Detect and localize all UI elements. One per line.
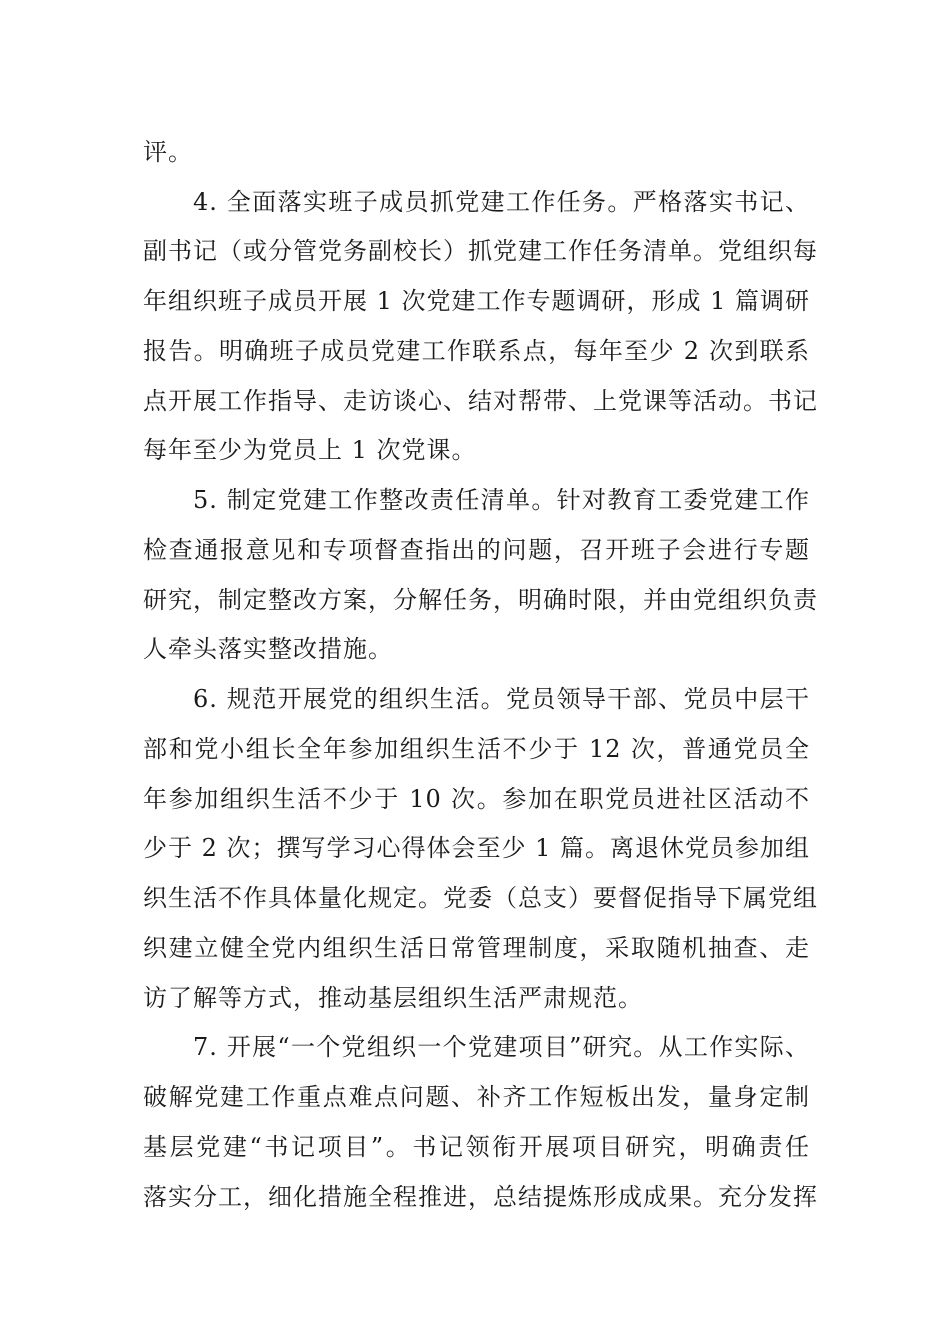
text-line: 落实分工，细化措施全程推进，总结提炼形成成果。充分发挥 — [143, 1183, 818, 1211]
text-line: 破解党建工作重点难点问题、补齐工作短板出发，量身定制 — [143, 1083, 810, 1111]
text-line: 点开展工作指导、走访谈心、结对帮带、上党课等活动。书记 — [143, 387, 818, 415]
text-line: 年参加组织生活不少于 10 次。参加在职党员进社区活动不 — [143, 785, 810, 813]
text-line: 报告。明确班子成员党建工作联系点，每年至少 2 次到联系 — [143, 337, 810, 365]
text-line: 人牵头落实整改措施。 — [143, 635, 393, 663]
text-line: 少于 2 次；撰写学习心得体会至少 1 篇。离退休党员参加组 — [143, 834, 811, 862]
text-line: 织建立健全党内组织生活日常管理制度，采取随机抽查、走 — [143, 934, 810, 962]
text-line: 检查通报意见和专项督查指出的问题，召开班子会进行专题 — [143, 536, 810, 564]
text-line: 研究，制定整改方案，分解任务，明确时限，并由党组织负责 — [143, 586, 818, 614]
text-line: 评。 — [143, 138, 193, 166]
text-line: 每年至少为党员上 1 次党课。 — [143, 436, 477, 464]
text-line: 织生活不作具体量化规定。党委（总支）要督促指导下属党组 — [143, 884, 818, 912]
text-line: 基层党建“书记项目”。书记领衔开展项目研究，明确责任 — [143, 1133, 810, 1161]
text-line: 副书记（或分管党务副校长）抓党建工作任务清单。党组织每 — [143, 237, 818, 265]
text-line: 6. 规范开展党的组织生活。党员领导干部、党员中层干 — [193, 685, 810, 713]
text-line: 访了解等方式，推动基层组织生活严肃规范。 — [143, 984, 643, 1012]
text-line: 年组织班子成员开展 1 次党建工作专题调研，形成 1 篇调研 — [143, 287, 811, 315]
text-line: 4. 全面落实班子成员抓党建工作任务。严格落实书记、 — [193, 188, 810, 216]
text-line: 7. 开展“一个党组织一个党建项目”研究。从工作实际、 — [193, 1033, 810, 1061]
text-line: 部和党小组长全年参加组织生活不少于 12 次，普通党员全 — [143, 735, 810, 763]
text-line: 5. 制定党建工作整改责任清单。针对教育工委党建工作 — [193, 486, 810, 514]
